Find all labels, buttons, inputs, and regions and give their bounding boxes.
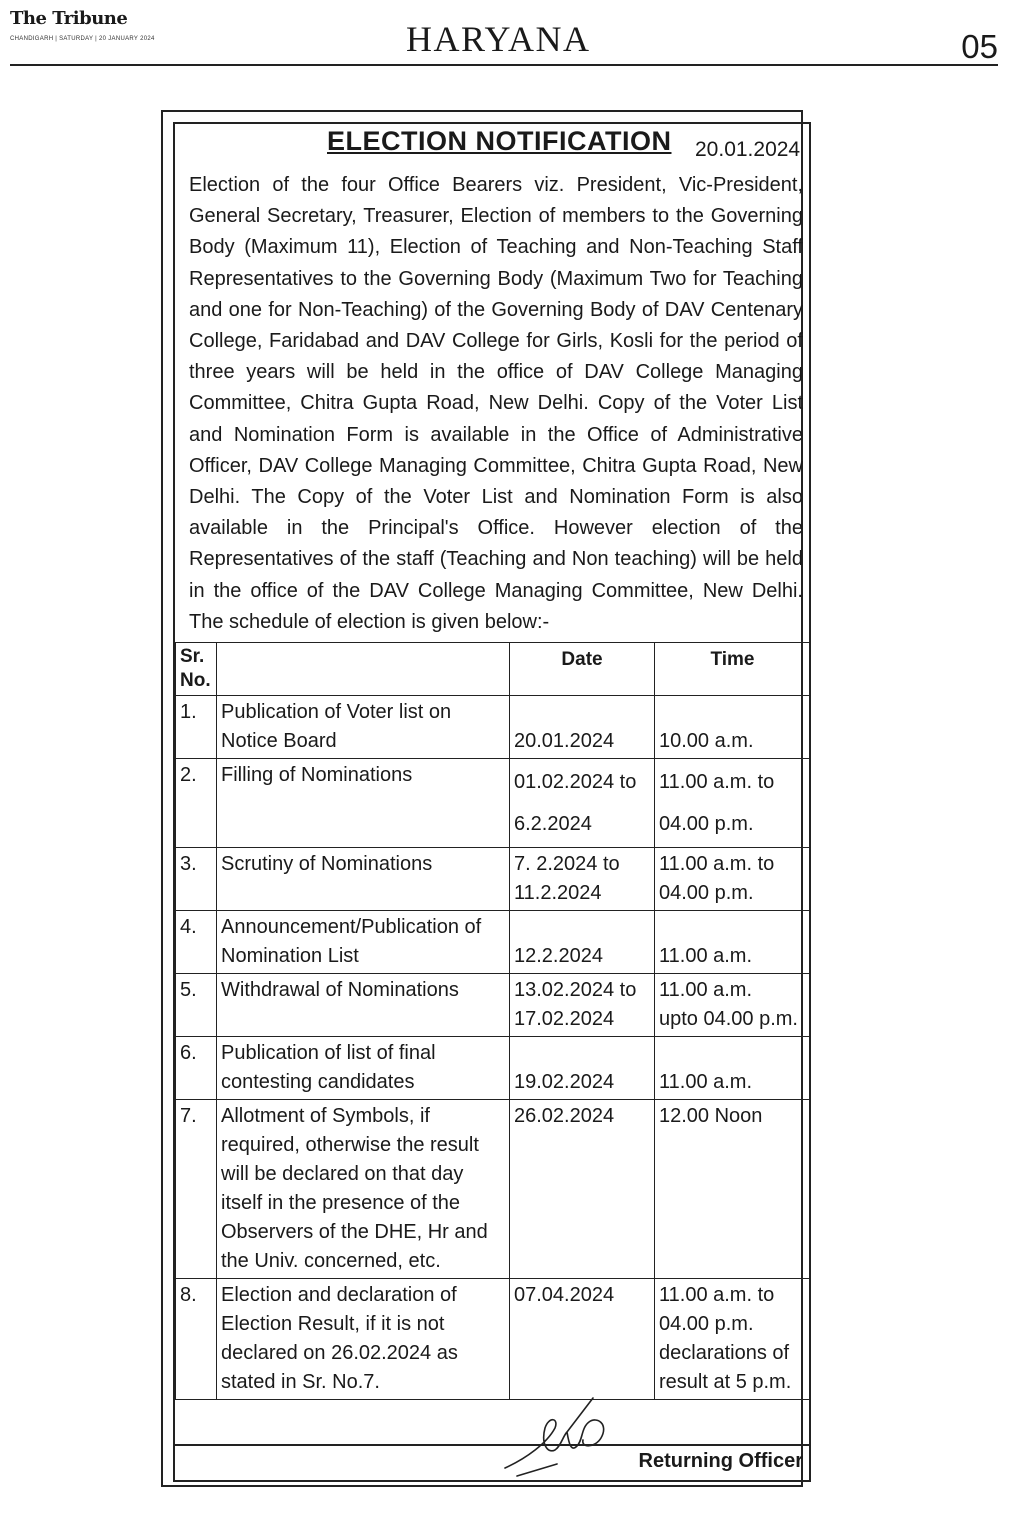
section-title: HARYANA: [406, 19, 591, 59]
row-time-line: declarations of: [659, 1342, 790, 1364]
row-time-line: 11.00 a.m. to: [659, 1284, 775, 1306]
row-sr: 6.: [176, 1037, 217, 1100]
row-activity: Election and declaration of Election Result, if it is not declared on 26.02.2024 as stated in Sr. No.7.: [217, 1279, 510, 1400]
row-time: 11.00 a.m.: [655, 1037, 811, 1100]
table-row: [176, 848, 811, 911]
row-date-line: 17.02.2024: [514, 1008, 615, 1030]
row-date: [510, 848, 655, 911]
row-date-line: 13.02.2024 to: [514, 979, 637, 1001]
table-row: [176, 1100, 811, 1279]
header-activity: [217, 643, 510, 696]
election-schedule-table: [175, 642, 811, 1400]
table-row: [176, 911, 811, 974]
page-number: 05: [961, 28, 998, 65]
masthead: [10, 6, 998, 70]
notice-title: ELECTION NOTIFICATION: [327, 126, 672, 156]
row-sr: 4.: [176, 911, 217, 974]
header-sr-no: [176, 643, 217, 696]
notice-header: [175, 124, 809, 170]
row-date-line: 7. 2.2024 to: [514, 853, 620, 875]
notice-date: 20.01.2024: [695, 138, 801, 161]
masthead-rule: [10, 64, 998, 66]
table-row: [176, 759, 811, 848]
row-activity: Publication of list of final contesting candidates: [217, 1037, 510, 1100]
row-date: [510, 759, 655, 848]
row-time: [655, 848, 811, 911]
row-time: 12.00 Noon: [655, 1100, 811, 1279]
row-time: 11.00 a.m.: [655, 911, 811, 974]
row-date-line: 01.02.2024 to: [514, 771, 637, 793]
row-activity: Publication of Voter list on Notice Board: [217, 696, 510, 759]
notice-outer-border: [161, 110, 803, 1487]
dateline: CHANDIGARH | SATURDAY | 20 JANUARY 2024: [10, 36, 155, 42]
row-sr: 3.: [176, 848, 217, 911]
row-activity: Filling of Nominations: [217, 759, 510, 848]
notice-box: [173, 122, 811, 1482]
header-time: Time: [655, 643, 811, 696]
row-sr: 2.: [176, 759, 217, 848]
row-time-line: 04.00 p.m.: [659, 882, 754, 904]
row-time: [655, 759, 811, 848]
row-date: 12.2.2024: [510, 911, 655, 974]
row-time-line: upto 04.00 p.m.: [659, 1008, 798, 1030]
table-row: [176, 696, 811, 759]
header-date: Date: [510, 643, 655, 696]
row-activity: Scrutiny of Nominations: [217, 848, 510, 911]
row-date-line: 11.2.2024: [514, 882, 602, 904]
row-sr: 1.: [176, 696, 217, 759]
row-time: [655, 1279, 811, 1400]
table-row: [176, 1279, 811, 1400]
row-time-line: 04.00 p.m.: [659, 813, 754, 835]
returning-officer-label: Returning Officer: [638, 1450, 803, 1472]
row-time-line: result at 5 p.m.: [659, 1371, 792, 1393]
row-sr: 7.: [176, 1100, 217, 1279]
row-activity: Allotment of Symbols, if required, otherwise the result will be declared on that day itself in the presence of the Observers of the DHE, Hr and the Univ. concerned, etc.: [217, 1100, 510, 1279]
header-sr-line2: No.: [180, 670, 211, 691]
signature-icon: [497, 1388, 625, 1478]
table-header-row: [176, 643, 811, 696]
row-sr: 8.: [176, 1279, 217, 1400]
row-date: 26.02.2024: [510, 1100, 655, 1279]
row-time-line: 04.00 p.m.: [659, 1313, 754, 1335]
row-date: [510, 974, 655, 1037]
row-time-line: 11.00 a.m.: [659, 979, 753, 1001]
row-sr: 5.: [176, 974, 217, 1037]
signature-row: [175, 1444, 809, 1480]
table-row: [176, 1037, 811, 1100]
row-activity: Announcement/Publication of Nomination List: [217, 911, 510, 974]
row-date: 20.01.2024: [510, 696, 655, 759]
row-time-line: 11.00 a.m. to: [659, 853, 775, 875]
row-time: [655, 974, 811, 1037]
row-time-line: 11.00 a.m. to: [659, 771, 775, 793]
newspaper-logo: The Tribune: [10, 8, 128, 29]
row-date: 19.02.2024: [510, 1037, 655, 1100]
table-row: [176, 974, 811, 1037]
notice-body: Election of the four Office Bearers viz. President, Vic-President, General Secretary, Treasurer, Election of members to the Governing Body (Maximum 11), Election of Teaching and Non-Teaching Staff Representatives to the Governing Body (Maximum Two for Teaching and one for Non-Teaching) of the Governing Body of DAV Centenary College, Faridabad and DAV College for Girls, Kosli for the period of three years will be held in the office of DAV College Managing Committee, Chitra Gupta Road, New Delhi. Copy of the Voter List and Nomination Form is available in the Office of Administrative Officer, DAV College Managing Committee, Chitra Gupta Road, New Delhi. The Copy of the Voter List and Nomination Form is also available in the Principal's Office. However election of the Representatives of the staff (Teaching and Non teaching) will be held in the office of the DAV College Managing Committee, New Delhi. The schedule of election is given below:-: [189, 174, 803, 633]
row-activity: Withdrawal of Nominations: [217, 974, 510, 1037]
row-time: 10.00 a.m.: [655, 696, 811, 759]
row-date: 07.04.2024: [510, 1279, 655, 1400]
row-date-line: 6.2.2024: [514, 813, 592, 835]
header-sr-line1: Sr.: [180, 646, 205, 667]
